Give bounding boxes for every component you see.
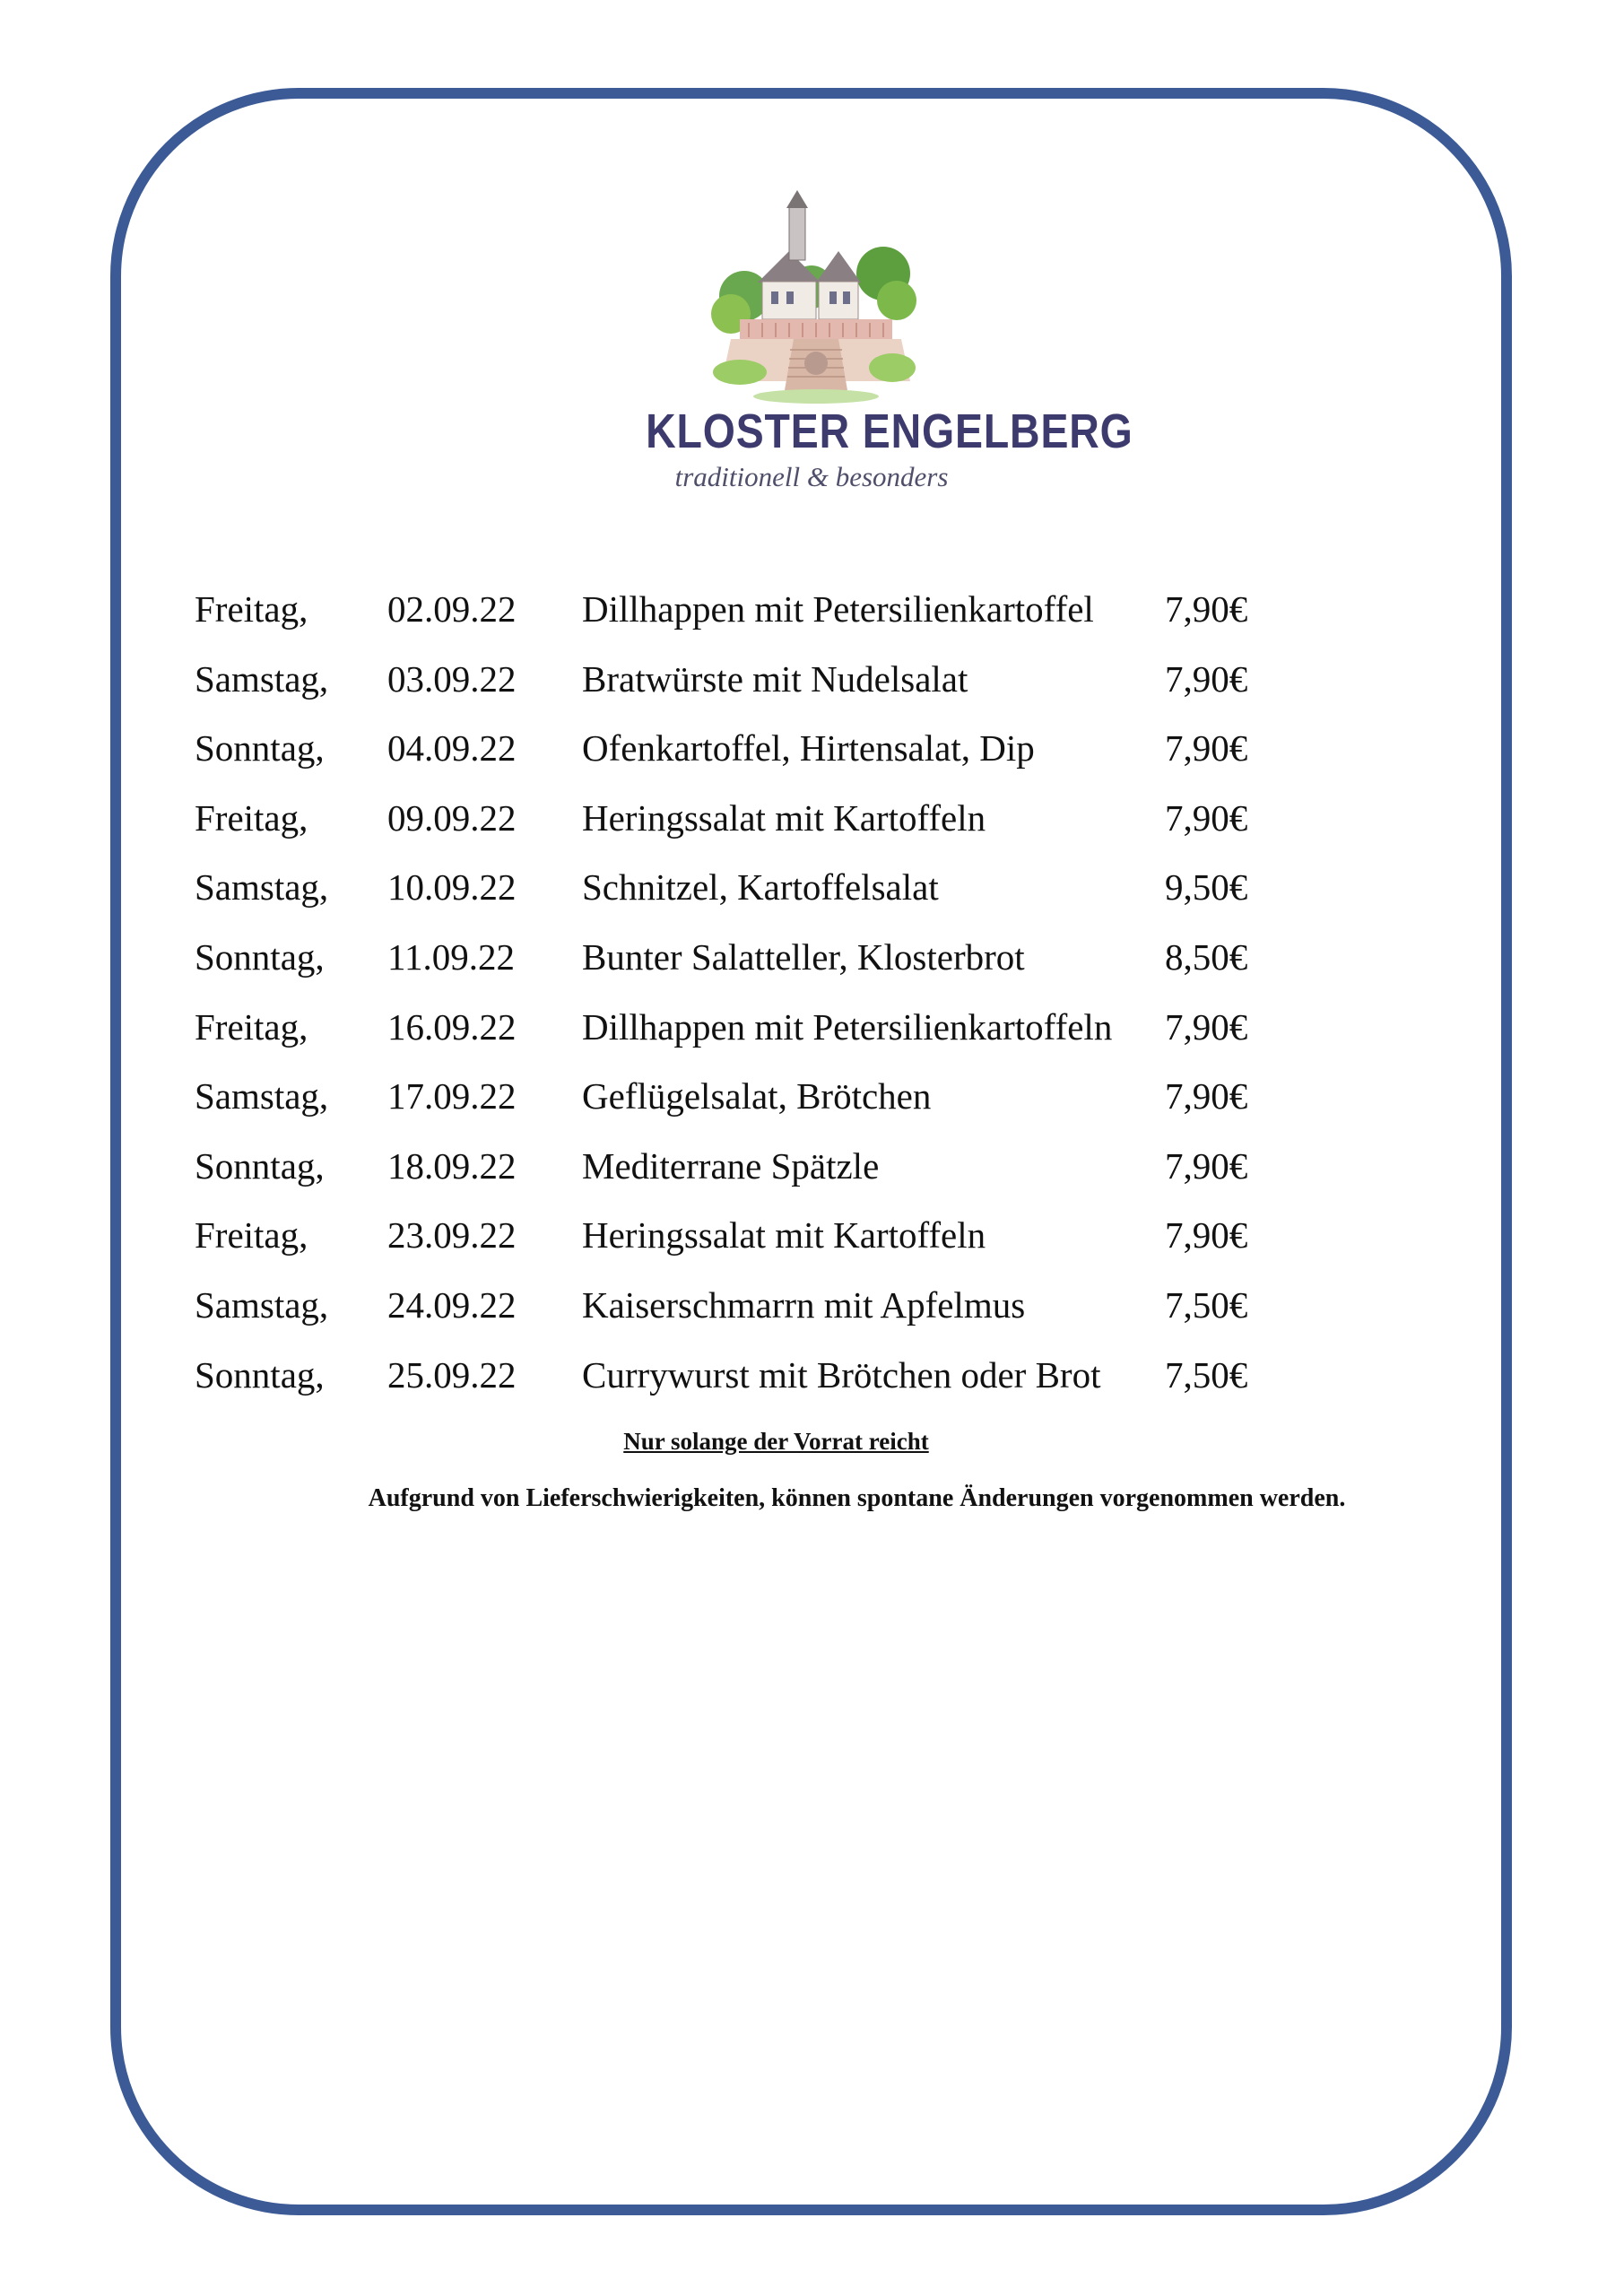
menu-price: 7,90€ bbox=[1165, 727, 1248, 770]
menu-dish: Heringssalat mit Kartoffeln bbox=[582, 796, 986, 839]
menu-date: 17.09.22 bbox=[387, 1075, 517, 1118]
menu-dish: Bratwürste mit Nudelsalat bbox=[582, 657, 968, 700]
menu-dish: Dillhappen mit Petersilienkartoffel bbox=[582, 588, 1094, 630]
menu-day: Sonntag, bbox=[195, 1144, 325, 1187]
brand-name: KLOSTER ENGELBERG bbox=[646, 404, 1133, 458]
menu-row bbox=[195, 1005, 1360, 1075]
menu-day: Samstag, bbox=[195, 1283, 329, 1326]
menu-price: 7,90€ bbox=[1165, 1005, 1248, 1048]
menu-row bbox=[195, 1353, 1360, 1423]
changes-notice: Aufgrund von Lieferschwierigkeiten, können spontane Änderungen vorgenommen werden. bbox=[368, 1484, 1346, 1512]
menu-date: 03.09.22 bbox=[387, 657, 517, 700]
menu-date: 18.09.22 bbox=[387, 1144, 517, 1187]
menu-date: 09.09.22 bbox=[387, 796, 517, 839]
menu-date: 24.09.22 bbox=[387, 1283, 517, 1326]
menu-dish: Ofenkartoffel, Hirtensalat, Dip bbox=[582, 727, 1035, 770]
menu-row bbox=[195, 726, 1360, 796]
menu-date: 04.09.22 bbox=[387, 727, 517, 770]
menu-row bbox=[195, 935, 1360, 1005]
logo bbox=[619, 188, 1133, 493]
menu-date: 23.09.22 bbox=[387, 1214, 517, 1257]
menu-date: 10.09.22 bbox=[387, 866, 517, 909]
menu-row bbox=[195, 865, 1360, 935]
menu-price: 7,90€ bbox=[1165, 796, 1248, 839]
menu-date: 02.09.22 bbox=[387, 588, 517, 630]
menu-row bbox=[195, 1283, 1360, 1353]
menu-day: Sonntag, bbox=[195, 1353, 325, 1396]
menu-dish: Schnitzel, Kartoffelsalat bbox=[582, 866, 939, 909]
menu-date: 25.09.22 bbox=[387, 1353, 517, 1396]
menu-day: Freitag, bbox=[195, 1005, 308, 1048]
menu-row bbox=[195, 657, 1360, 727]
menu-price: 7,90€ bbox=[1165, 588, 1248, 630]
stock-notice: Nur solange der Vorrat reicht bbox=[623, 1428, 929, 1455]
menu-dish: Bunter Salatteller, Klosterbrot bbox=[582, 935, 1025, 978]
menu-day: Sonntag, bbox=[195, 727, 325, 770]
menu-day: Freitag, bbox=[195, 588, 308, 630]
menu-date: 11.09.22 bbox=[387, 935, 515, 978]
menu-price: 7,50€ bbox=[1165, 1283, 1248, 1326]
menu-dish: Heringssalat mit Kartoffeln bbox=[582, 1214, 986, 1257]
menu-day: Sonntag, bbox=[195, 935, 325, 978]
menu-date: 16.09.22 bbox=[387, 1005, 517, 1048]
menu-day: Samstag, bbox=[195, 1075, 329, 1118]
menu-row bbox=[195, 587, 1360, 657]
monastery-illustration bbox=[704, 188, 919, 404]
menu-price: 7,90€ bbox=[1165, 1075, 1248, 1118]
menu-price: 7,90€ bbox=[1165, 1144, 1248, 1187]
menu-row bbox=[195, 1213, 1360, 1283]
menu-row bbox=[195, 1144, 1360, 1214]
menu-row bbox=[195, 796, 1360, 866]
menu-price: 8,50€ bbox=[1165, 935, 1248, 978]
menu-list bbox=[195, 587, 1360, 1422]
menu-day: Samstag, bbox=[195, 866, 329, 909]
menu-price: 7,90€ bbox=[1165, 657, 1248, 700]
brand-tagline: traditionell & besonders bbox=[674, 461, 949, 492]
menu-day: Freitag, bbox=[195, 796, 308, 839]
menu-price: 9,50€ bbox=[1165, 866, 1248, 909]
menu-dish: Kaiserschmarrn mit Apfelmus bbox=[582, 1283, 1026, 1326]
menu-dish: Mediterrane Spätzle bbox=[582, 1144, 880, 1187]
menu-price: 7,90€ bbox=[1165, 1214, 1248, 1257]
menu-day: Freitag, bbox=[195, 1214, 308, 1257]
menu-row bbox=[195, 1074, 1360, 1144]
menu-dish: Currywurst mit Brötchen oder Brot bbox=[582, 1353, 1101, 1396]
menu-price: 7,50€ bbox=[1165, 1353, 1248, 1396]
menu-dish: Dillhappen mit Petersilienkartoffeln bbox=[582, 1005, 1113, 1048]
menu-day: Samstag, bbox=[195, 657, 329, 700]
menu-dish: Geflügelsalat, Brötchen bbox=[582, 1075, 932, 1118]
